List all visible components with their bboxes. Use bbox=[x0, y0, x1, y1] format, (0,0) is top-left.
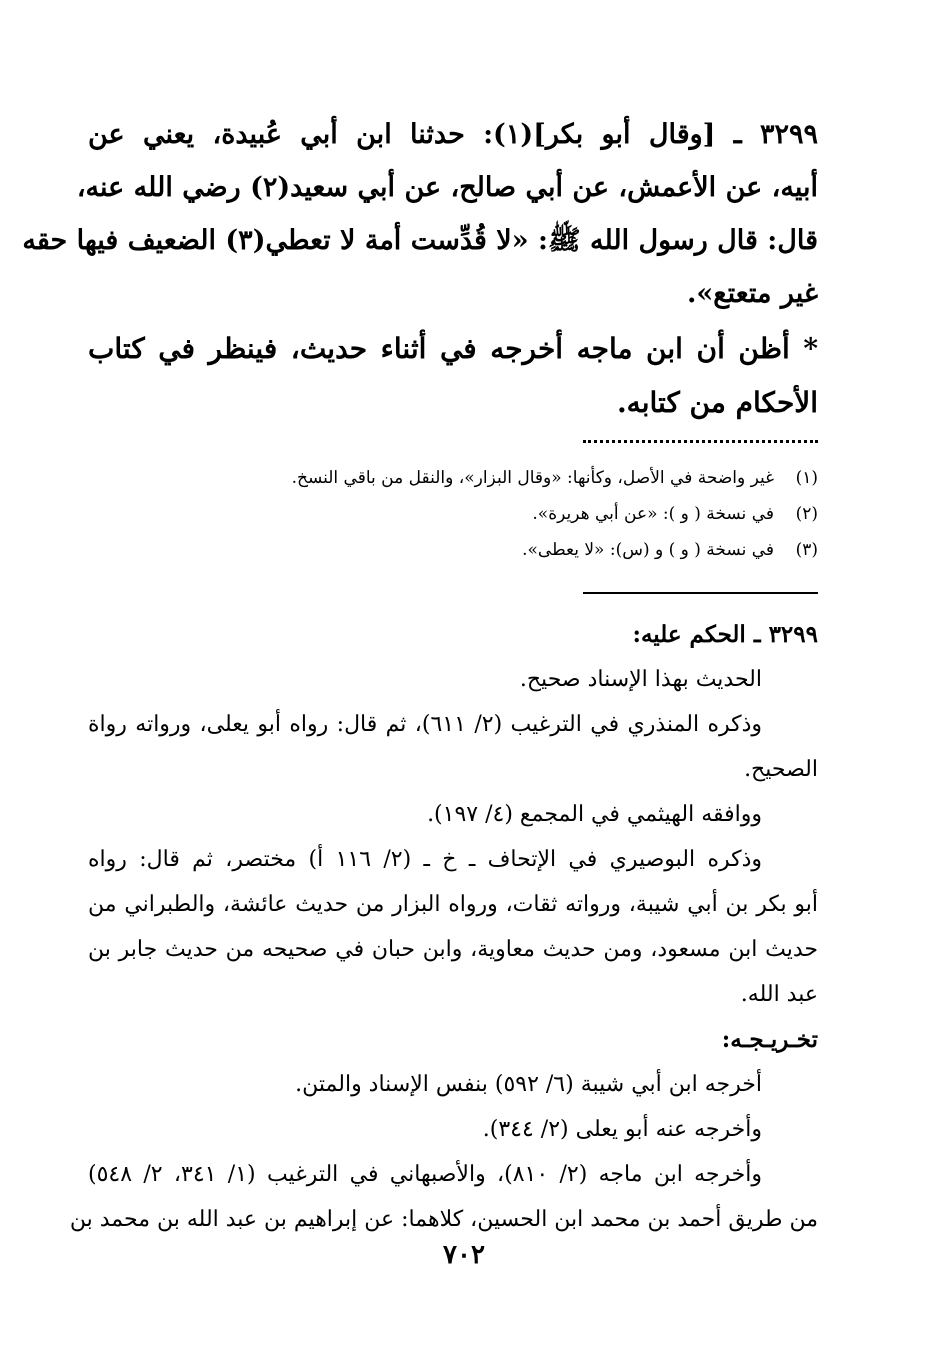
footnote-item bbox=[88, 460, 818, 496]
takhrij-heading: تخـريـجـه: bbox=[721, 1026, 818, 1053]
paragraph-line: ووافقه الهيثمي في المجمع (٤/ ١٩٧). bbox=[427, 802, 762, 827]
hadith-line: ٣٢٩٩ ـ [وقال أبو بكر](١): حدثنا ابن أبي عُبيدة، يعني عن bbox=[88, 119, 818, 150]
hadith-line: قال: قال رسول الله ﷺ: «لا قُدِّست أمة لا تعطي(٣) الضعيف فيها حقه bbox=[22, 225, 818, 256]
note-line: الأحكام من كتابه. bbox=[616, 386, 818, 419]
paragraph-line: وذكره البوصيري في الإتحاف ـ خ ـ (٢/ ١١٦ أ) مختصر، ثم قال: رواه bbox=[88, 847, 763, 872]
footnote-text: في نسخة ( و ): «عن أبي هريرة». bbox=[532, 504, 774, 524]
ruling-heading: ٣٢٩٩ ـ الحكم عليه: bbox=[632, 621, 818, 648]
paragraph-line: عبد الله. bbox=[740, 982, 818, 1007]
footnote-item bbox=[88, 532, 818, 568]
paragraph-line: وأخرجه ابن ماجه (٢/ ٨١٠)، والأصبهاني في الترغيب (١/ ٣٤١، ٢/ ٥٤٨) bbox=[88, 1162, 762, 1187]
paragraph-line: وذكره المنذري في الترغيب (٢/ ٦١١)، ثم قال: رواه أبو يعلى، ورواته رواة bbox=[88, 712, 762, 737]
footnote-text: غير واضحة في الأصل، وكأنها: «وقال البزار»، والنقل من باقي النسخ. bbox=[291, 468, 774, 488]
page-number: ٧٠٢ bbox=[443, 1240, 485, 1270]
footnote-number: (٢) bbox=[795, 504, 818, 524]
hadith-line: أبيه، عن الأعمش، عن أبي صالح، عن أبي سعيد(٢) رضي الله عنه، bbox=[76, 172, 818, 203]
footnotes bbox=[88, 460, 818, 568]
author-note bbox=[88, 322, 818, 430]
takhrij-body bbox=[69, 1062, 818, 1242]
footnote-number: (٣) bbox=[795, 540, 818, 560]
paragraph-line: الصحيح. bbox=[744, 757, 818, 782]
footnote-text: في نسخة ( و ) و (س): «لا يعطى». bbox=[522, 540, 774, 560]
paragraph-line: أبو بكر بن أبي شيبة، ورواته ثقات، ورواه البزار من حديث عائشة، والطبراني من bbox=[88, 892, 818, 917]
footnote-item bbox=[88, 496, 818, 532]
paragraph-line: وأخرجه عنه أبو يعلى (٢/ ٣٤٤). bbox=[482, 1117, 762, 1142]
paragraph-line: حديث ابن مسعود، ومن حديث معاوية، وابن حبان في صحيحه من حديث جابر بن bbox=[88, 937, 818, 962]
section-divider bbox=[583, 592, 818, 594]
footnote-number: (١) bbox=[795, 468, 818, 488]
hadith-text bbox=[22, 108, 818, 320]
paragraph-line: الحديث بهذا الإسناد صحيح. bbox=[519, 667, 762, 692]
paragraph-line: من طريق أحمد بن محمد ابن الحسين، كلاهما: عن إبراهيم بن عبد الله بن محمد بن bbox=[69, 1207, 818, 1232]
ruling-body bbox=[88, 657, 818, 1017]
commentary bbox=[69, 612, 818, 1242]
footnote-separator-dots bbox=[583, 430, 818, 443]
note-line: * أظن أن ابن ماجه أخرجه في أثناء حديث، فينظر في كتاب bbox=[88, 332, 818, 365]
hadith-line: غير متعتع». bbox=[687, 278, 818, 309]
paragraph-line: أخرجه ابن أبي شيبة (٦/ ٥٩٢) بنفس الإسناد والمتن. bbox=[295, 1072, 762, 1097]
